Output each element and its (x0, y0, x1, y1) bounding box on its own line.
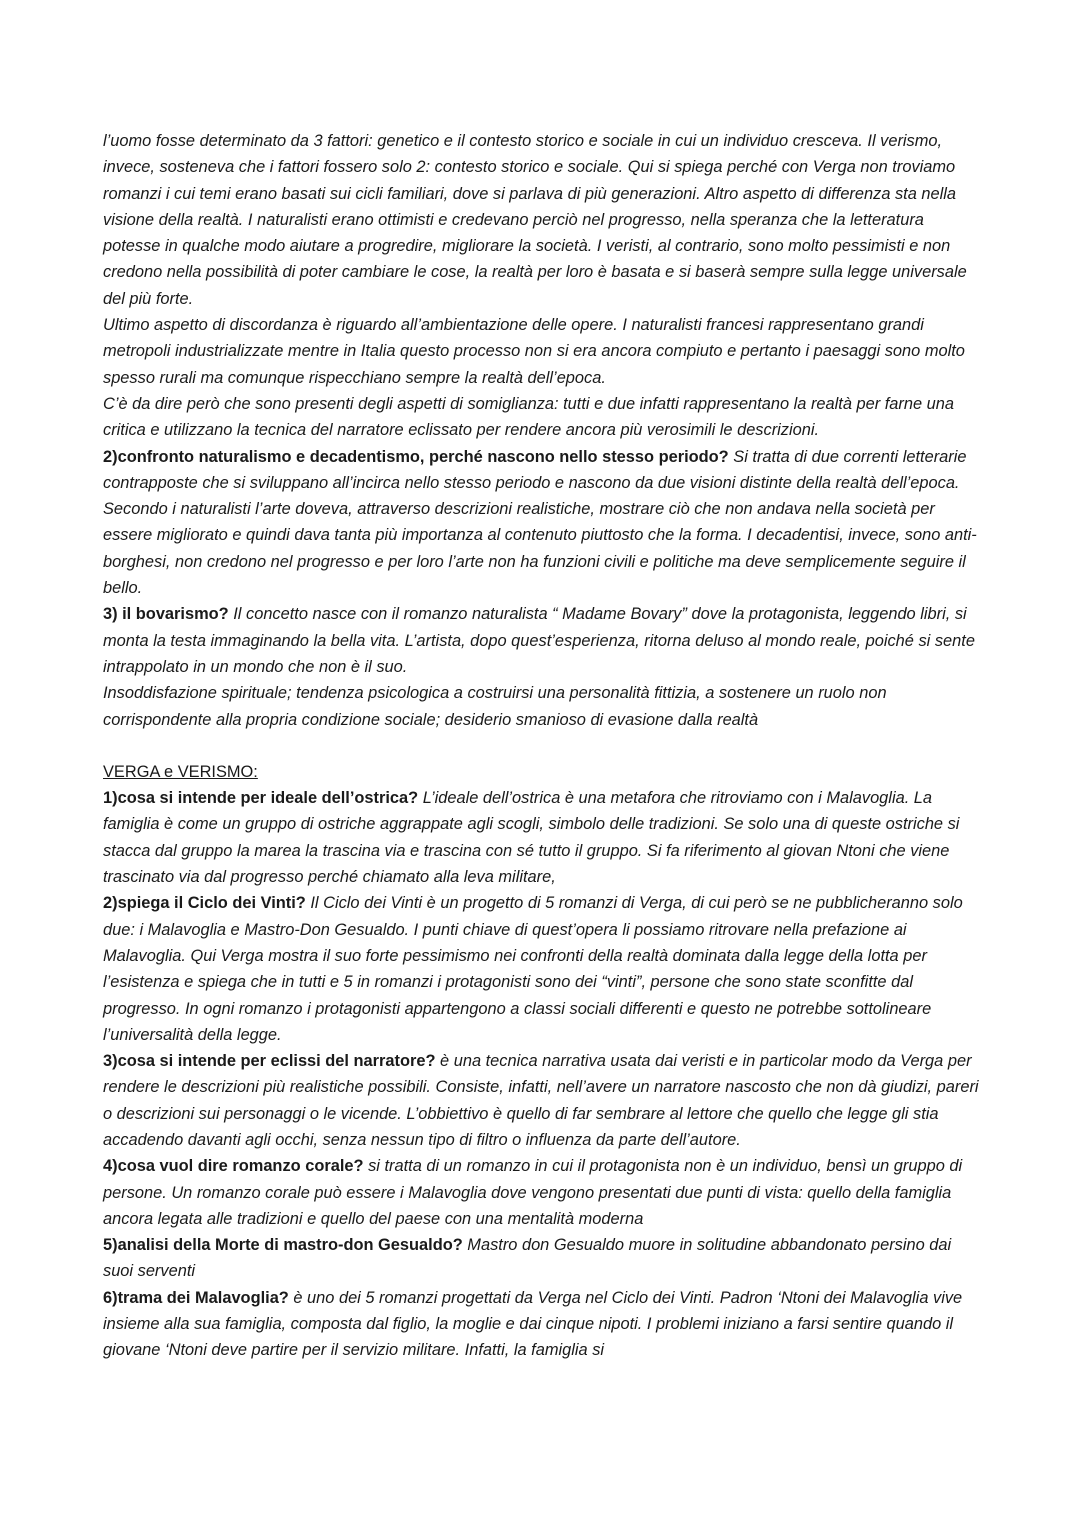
question-text: 3) il bovarismo? (103, 605, 229, 624)
qa-item-ciclo-vinti (103, 890, 983, 1048)
question-text: 5)analisi della Morte di mastro-don Gesualdo? (103, 1236, 463, 1255)
answer-text: Mastro don Gesualdo muore in solitudine abbandonato persino dai suoi serventi (103, 1236, 952, 1281)
qa-item-eclissi-narratore (103, 1048, 983, 1153)
answer-text: si tratta di un romanzo in cui il protagonista non è un individuo, bensì un gruppo di persone. Un romanzo corale può essere i Malavoglia dove vengono presentati due punti di vista: quello della famiglia ancora legata alle tradizioni e quello del paese con una mentalità moderna (103, 1157, 963, 1228)
question-text: 4)cosa vuol dire romanzo corale? (103, 1157, 364, 1176)
qa-item-naturalismo-decadentismo (103, 444, 983, 602)
answer-text: è uno dei 5 romanzi progettati da Verga nel Ciclo dei Vinti. Padron ‘Ntoni dei Malavoglia vive insieme alla sua famiglia, composta dal figlio, la moglie e dai cinque nipoti. I problemi iniziano a farsi sentire quando il giovane ‘Ntoni deve partire per il servizio militare. Infatti, la famiglia si (103, 1288, 963, 1360)
qa-item-bovarismo (103, 601, 983, 680)
intro-paragraph-1: l’uomo fosse determinato da 3 fattori: genetico e il contesto storico e sociale in cui un individuo cresceva. Il verismo, invece, sosteneva che i fattori fossero solo 2: contesto storico e sociale. Qui si spiega perché con Verga non troviamo romanzi i cui temi erano basati sui cicli familiari, dove si parlava di più generazioni. Altro aspetto di differenza sta nella visione della realtà. I naturalisti erano ottimisti e credevano perciò nel progresso, nella speranza che la letteratura potesse in qualche modo aiutare a progredire, migliorare la società. I veristi, al contrario, sono molto pessimisti e non credono nella possibilità di poter cambiare le cose, la realtà per loro è basata e si baserà sempre sulla legge universale del più forte. (103, 132, 967, 308)
answer-text: Il concetto nasce con il romanzo naturalista “ Madame Bovary” dove la protagonista, leggendo libri, si monta la testa immaginando la bella vita. L’artista, dopo quest’esperienza, ritorna deluso al mondo reale, poiché si sente intrappolato in un mondo che non è il suo. (103, 605, 975, 676)
question-text: 3)cosa si intende per eclissi del narratore? (103, 1052, 436, 1071)
intro-paragraph-3: C’è da dire però che sono presenti degli aspetti di somiglianza: tutti e due infatti rappresentano la realtà per farne una critica e utilizzano la tecnica del narratore eclissato per rendere ancora più verosimili le descrizioni. (103, 394, 955, 440)
question-text: 1)cosa si intende per ideale dell’ostrica? (103, 789, 419, 808)
question-text: 2)spiega il Ciclo dei Vinti? (103, 894, 306, 913)
bovarismo-definition: Insoddisfazione spirituale; tendenza psicologica a costruirsi una personalità fittizia, a sostenere un ruolo non corrispondente alla propria condizione sociale; desiderio smanioso di evasione dalla realtà (103, 684, 887, 729)
qa-item-romanzo-corale (103, 1153, 983, 1232)
qa-item-ideale-ostrica (103, 785, 983, 890)
intro-paragraph-2: Ultimo aspetto di discordanza è riguardo all’ambientazione delle opere. I naturalisti francesi rappresentano grandi metropoli industrializzate mentre in Italia questo processo non si era ancora compiuto e pertanto i paesaggi sono molto spesso rurali ma comunque rispecchiano sempre la realtà dell’epoca. (103, 316, 965, 387)
answer-text: Il Ciclo dei Vinti è un progetto di 5 romanzi di Verga, di cui però se ne pubblicheranno solo due: i Malavoglia e Mastro-Don Gesualdo. I punti chiave di quest’opera li possiamo ritrovare nella prefazione ai Malavoglia. Qui Verga mostra il suo forte pessimismo nei confronti della realtà dominata dalla legge della lotta per l’esistenza e spiega che in tutti e 5 in romanzi i protagonisti sono dei “vinti”, persone che sono state sconfitte dal progresso. In ogni romanzo i protagonisti appartengono a classi sociali differenti e questo ne potrebbe sottolineare l’universalità della legge. (103, 894, 963, 1044)
answer-text: L’ideale dell’ostrica è una metafora che ritroviamo con i Malavoglia. La famiglia è come un gruppo di ostriche aggrappate agli scogli, simbolo delle tradizioni. Se solo una di queste ostriche si stacca dal gruppo la marea la trascina via e trascina con sé tutto il gruppo. Si fa riferimento al giovan Ntoni che viene trascinato via dal progresso perché chiamato alla leva militare, (103, 789, 960, 887)
section-heading: VERGA e VERISMO: (103, 762, 258, 781)
qa-item-morte-gesualdo (103, 1232, 983, 1285)
question-text: 6)trama dei Malavoglia? (103, 1288, 289, 1307)
answer-text: è una tecnica narrativa usata dai veristi e in particolar modo da Verga per rendere le descrizioni più realistiche possibili. Consiste, infatti, nell’avere un narratore nascosto che non dà giudizi, pareri o descrizioni sui personaggi o le vicende. L’obbiettivo è quello di far sembrare al lettore che quello che legge gli stia accadendo davanti agli occhi, senza nessun tipo di filtro o influenza da parte dell’autore. (103, 1052, 979, 1149)
question-text: 2)confronto naturalismo e decadentismo, perché nascono nello stesso periodo? (103, 447, 729, 466)
answer-text: Si tratta di due correnti letterarie contrapposte che si sviluppano all’incirca nello stesso periodo e nascono da due visioni distinte della realtà dell’epoca. Secondo i naturalisti l’arte doveva, attraverso descrizioni realistiche, mostrare ciò che non andava nella società per essere migliorato e quindi dava tanta più importanza al contenuto piuttosto che la forma. I decadentisi, invece, sono anti-borghesi, non credono nel progresso e per loro l’arte non ha funzioni civili e politiche ma deve semplicemente seguire il bello. (103, 447, 977, 598)
qa-item-trama-malavoglia (103, 1285, 983, 1364)
document-page (103, 128, 983, 1364)
blank-line (103, 733, 983, 759)
